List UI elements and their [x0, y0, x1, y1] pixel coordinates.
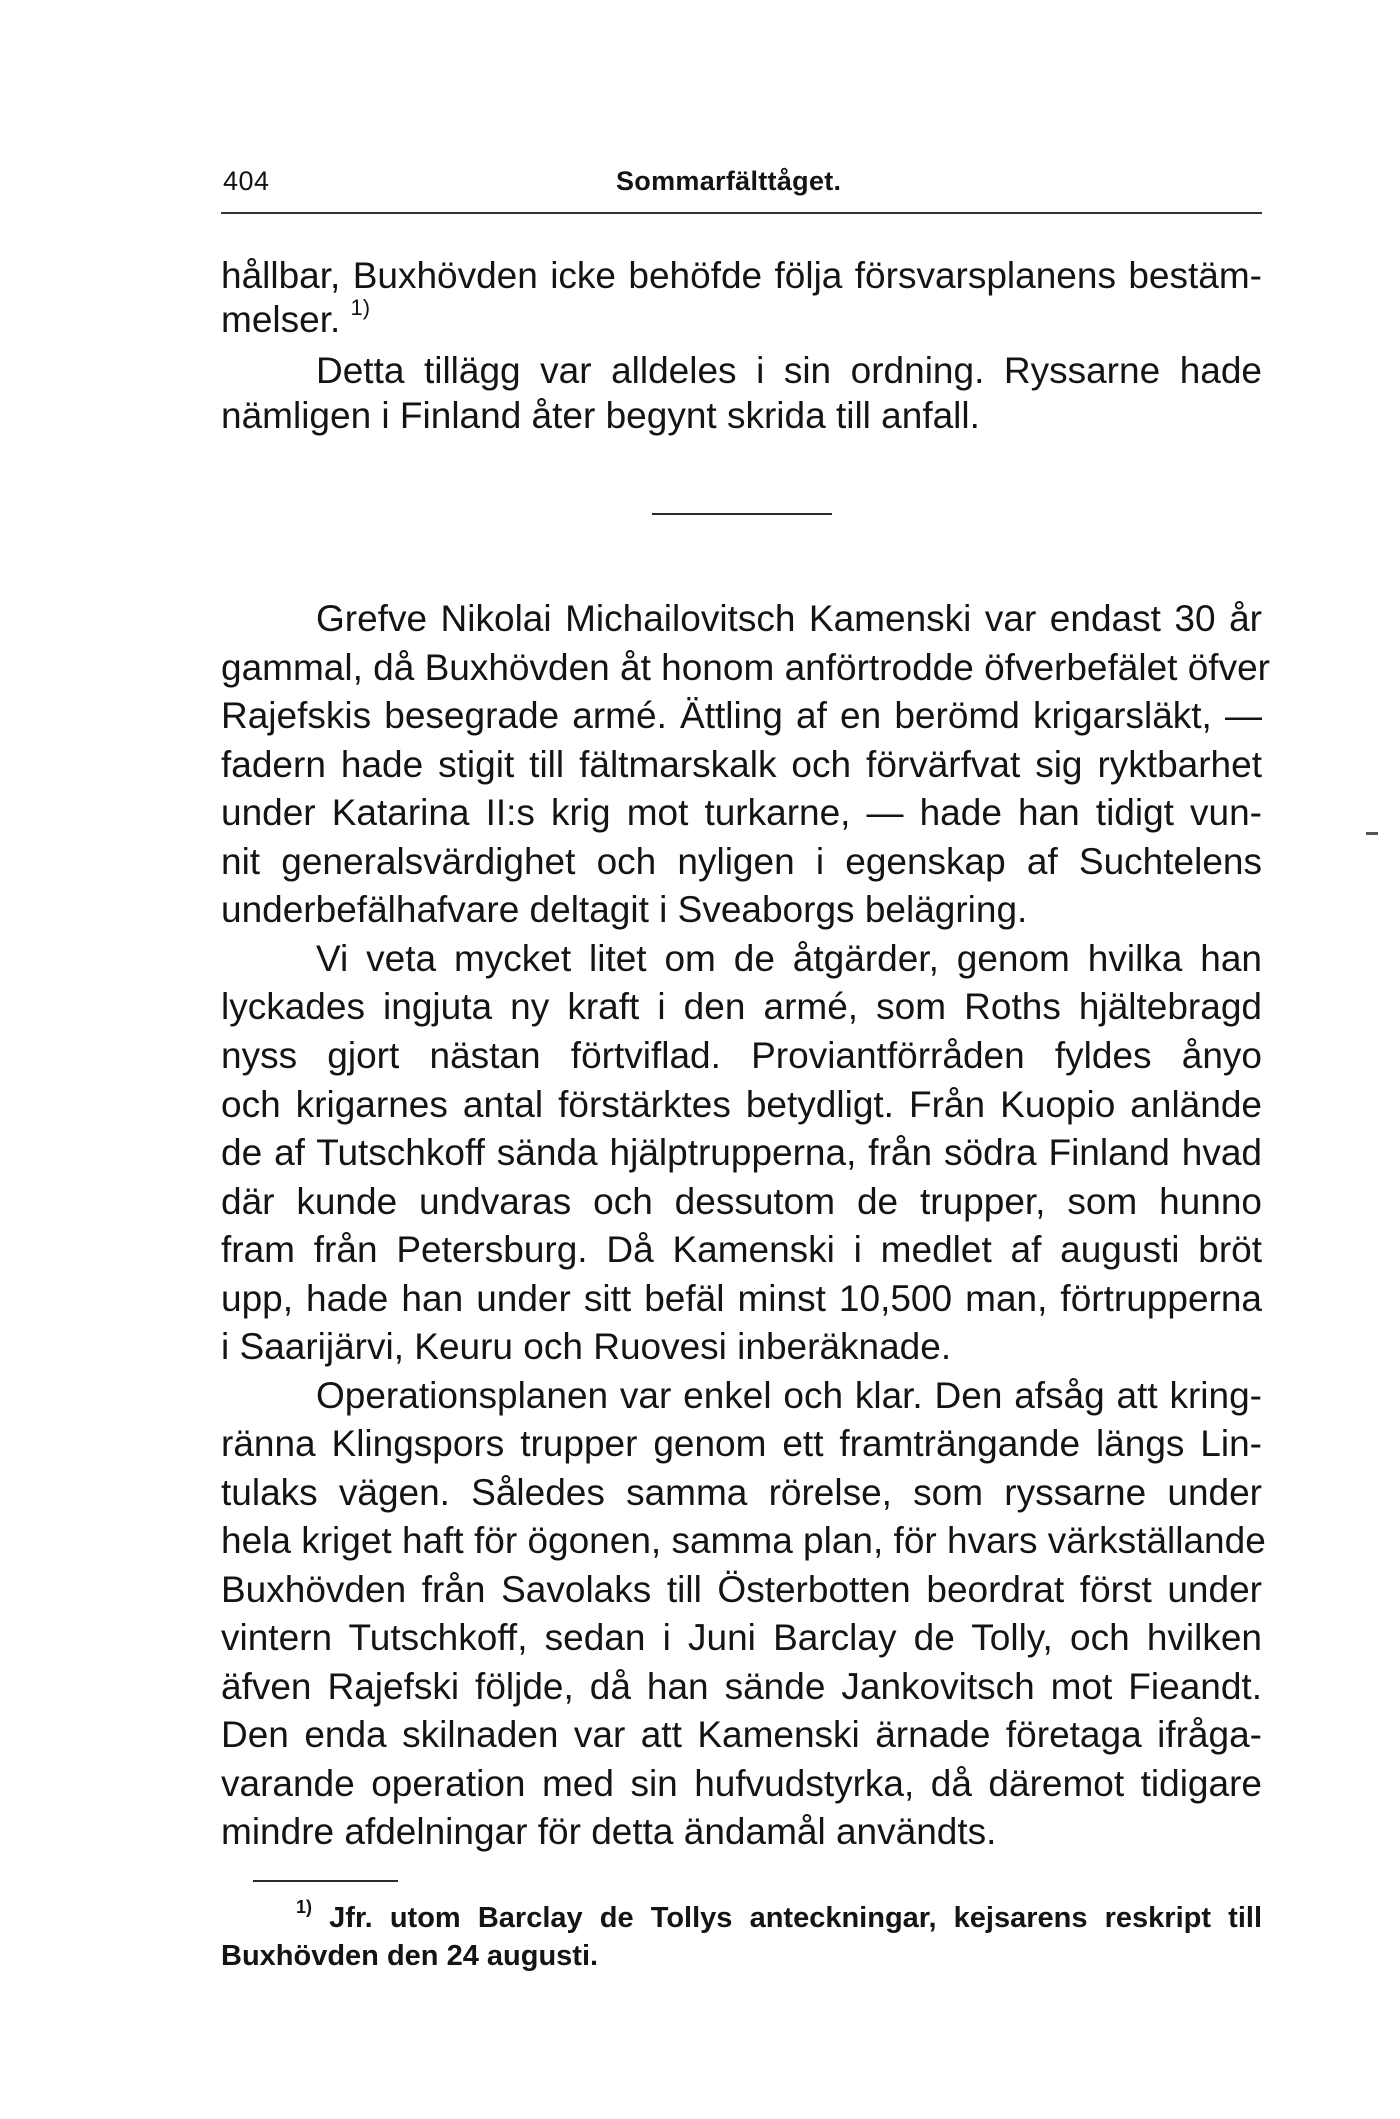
text-line: varande operation med sin hufvudstyrka, då däremot tidigare [221, 1763, 1262, 1804]
text-line: upp, hade han under sitt befäl minst 10,500 man, förtrupperna [221, 1278, 1262, 1319]
text-line: mindre afdelningar för detta ändamål användts. [221, 1811, 997, 1852]
text-line: ränna Klingspors trupper genom ett framträngande längs Lin- [221, 1423, 1262, 1464]
text-line: där kunde undvaras och dessutom de trupper, som hunno [221, 1181, 1262, 1222]
header-rule [221, 212, 1262, 214]
footnote-reference: 1) [350, 294, 371, 320]
text-line: Buxhövden från Savolaks till Österbotten beordrat först under [221, 1569, 1262, 1610]
text-line: i Saarijärvi, Keuru och Ruovesi inberäknade. [221, 1326, 952, 1367]
text-line: nämligen i Finland åter begynt skrida till anfall. [221, 395, 980, 436]
text-line: Detta tillägg var alldeles i sin ordning. Ryssarne hade [316, 350, 1262, 391]
text-line: gammal, då Buxhövden åt honom anförtrodde öfverbefälet öfver [221, 647, 1270, 688]
text-line: och krigarnes antal förstärktes betydligt. Från Kuopio anlände [221, 1084, 1262, 1125]
text-line: äfven Rajefski följde, då han sände Jankovitsch mot Fieandt. [221, 1666, 1262, 1707]
text-line: fadern hade stigit till fältmarskalk och förvärfvat sig ryktbarhet [221, 744, 1262, 785]
text-line: de af Tutschkoff sända hjälptrupperna, från södra Finland hvad [221, 1132, 1262, 1173]
text-line: Den enda skilnaden var att Kamenski ärnade företaga ifråga- [221, 1714, 1262, 1755]
text-line: underbefälhafvare deltagit i Sveaborgs belägring. [221, 889, 1028, 930]
text-line: under Katarina II:s krig mot turkarne, — hade han tidigt vun- [221, 792, 1262, 833]
text-line: Rajefskis besegrade armé. Ättling af en berömd krigarsläkt, — [221, 695, 1262, 736]
text-line: Grefve Nikolai Michailovitsch Kamenski var endast 30 år [316, 598, 1262, 639]
text-line: hållbar, Buxhövden icke behöfde följa försvarsplanens bestäm- [221, 255, 1262, 296]
footnote-line [296, 1897, 1262, 1936]
text-line: fram från Petersburg. Då Kamenski i medlet af augusti bröt [221, 1229, 1262, 1270]
footnote-marker: 1) [296, 1897, 313, 1918]
page-number: 404 [223, 166, 270, 196]
footnote-line: Buxhövden den 24 augusti. [221, 1940, 599, 1972]
text-line: Vi veta mycket litet om de åtgärder, genom hvilka han [316, 938, 1262, 979]
text-line: lyckades ingjuta ny kraft i den armé, som Roths hjältebragd [221, 986, 1262, 1027]
text-line-content: melser. [221, 299, 341, 340]
text-line: nit generalsvärdighet och nyligen i egenskap af Suchtelens [221, 841, 1262, 882]
text-line: tulaks vägen. Således samma rörelse, som ryssarne under [221, 1472, 1262, 1513]
section-separator [652, 513, 832, 515]
running-title: Sommarfälttåget. [616, 166, 842, 196]
text-line: vintern Tutschkoff, sedan i Juni Barclay de Tolly, och hvilken [221, 1617, 1262, 1658]
text-line: Operationsplanen var enkel och klar. Den afsåg att kring- [316, 1375, 1262, 1416]
text-line: hela kriget haft för ögonen, samma plan, för hvars värkställande [221, 1520, 1266, 1561]
margin-mark [1366, 832, 1378, 835]
text-line: nyss gjort nästan förtviflad. Proviantförråden fyldes ånyo [221, 1035, 1262, 1076]
footnote-text: Jfr. utom Barclay de Tollys anteckningar, kejsarens reskript till [329, 1902, 1262, 1934]
text-line [221, 294, 1262, 342]
footnote-rule [253, 1880, 398, 1882]
